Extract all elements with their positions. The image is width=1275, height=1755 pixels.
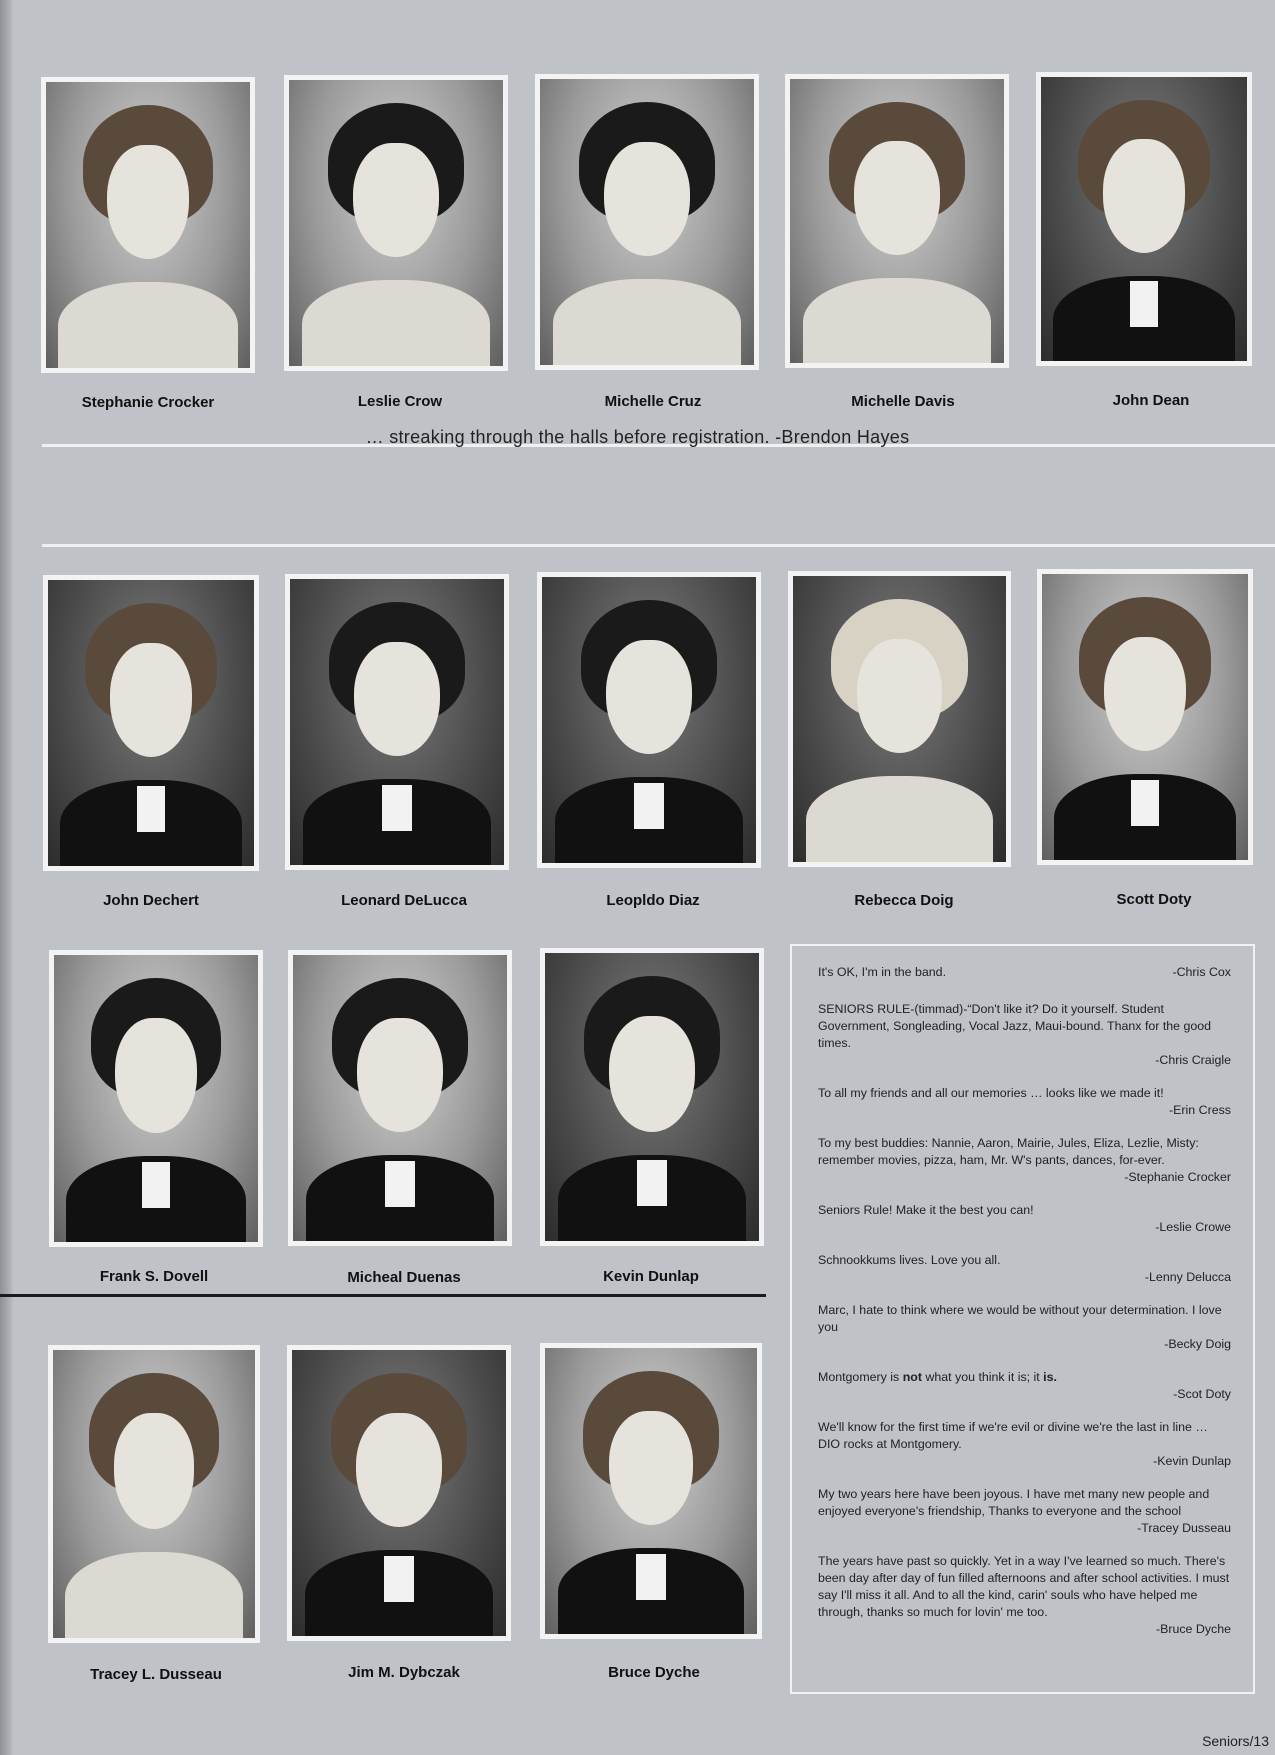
message-entry xyxy=(818,964,1231,981)
portrait-kevin-dunlap xyxy=(540,948,764,1246)
student-name: Jim M. Dybczak xyxy=(348,1664,460,1681)
message-entry xyxy=(818,1486,1231,1537)
divider-rule xyxy=(42,544,1275,547)
student-name: John Dechert xyxy=(103,892,199,909)
message-author: -Leslie Crowe xyxy=(1155,1220,1231,1234)
message-author: -Lenny Delucca xyxy=(1144,1270,1231,1284)
message-text: Marc, I hate to think where we would be without your determination. I love you xyxy=(818,1303,1222,1334)
portrait-jim-m-dybczak xyxy=(287,1345,511,1641)
message-author: -Chris Cox xyxy=(1172,965,1231,979)
message-text: Seniors Rule! Make it the best you can! xyxy=(818,1203,1034,1217)
student-name: Leopldo Diaz xyxy=(606,892,700,909)
student-name: Tracey L. Dusseau xyxy=(90,1666,222,1683)
senior-messages-box xyxy=(790,944,1255,1694)
featured-quote: … streaking through the halls before registration. -Brendon Hayes xyxy=(365,427,910,447)
message-entry xyxy=(818,1302,1231,1353)
portrait-stephanie-crocker xyxy=(41,77,255,373)
portrait-michelle-davis xyxy=(785,74,1009,368)
portrait-leslie-crow xyxy=(284,75,508,371)
message-text: SENIORS RULE-(timmad)-“Don't like it? Do it yourself. Student Government, Songleading, Vocal Jazz, Maui-bound. Thanx for the good times. xyxy=(818,1002,1212,1050)
message-author: -Becky Doig xyxy=(1164,1337,1231,1351)
message-text: We'll know for the first time if we're evil or divine we're the last in line … DIO rocks at Montgomery. xyxy=(818,1420,1208,1451)
portrait-john-dechert xyxy=(43,575,259,871)
message-entry xyxy=(818,1419,1231,1470)
message-entry xyxy=(818,1135,1231,1186)
book-gutter xyxy=(0,0,14,1755)
message-text: My two years here have been joyous. I have met many new people and enjoyed everyone's friendship, Thanks to everyone and the school xyxy=(818,1487,1210,1518)
student-name: Micheal Duenas xyxy=(347,1269,461,1286)
student-name: Scott Doty xyxy=(1116,891,1192,908)
portrait-leonard-delucca xyxy=(285,574,509,870)
message-author: -Chris Craigle xyxy=(1155,1053,1231,1067)
portrait-michelle-cruz xyxy=(535,74,759,370)
portrait-john-dean xyxy=(1036,72,1252,366)
portrait-scott-doty xyxy=(1037,569,1253,865)
portrait-frank-s-dovell xyxy=(49,950,263,1247)
portrait-leopldo-diaz xyxy=(537,572,761,868)
student-name: Michelle Davis xyxy=(851,393,955,410)
message-author: -Tracey Dusseau xyxy=(1137,1521,1231,1535)
student-name: Leslie Crow xyxy=(357,393,443,410)
message-entry xyxy=(818,1369,1231,1403)
student-name: Bruce Dyche xyxy=(608,1664,700,1681)
message-entry xyxy=(818,1085,1231,1119)
student-name: Stephanie Crocker xyxy=(81,394,215,411)
student-name: Leonard DeLucca xyxy=(341,892,467,909)
message-text: The years have past so quickly. Yet in a way I've learned so much. There's been day after day of fun filled afternoons and after school activities. I must say I'll miss it all. And to all the kind, carin' souls who have helped me through, thanks so much for lovin' me too. xyxy=(818,1554,1230,1619)
page-number: Seniors/13 xyxy=(1202,1733,1269,1749)
student-name: Michelle Cruz xyxy=(604,393,702,410)
message-entry xyxy=(818,1252,1231,1286)
message-text: Schnookkums lives. Love you all. xyxy=(818,1253,1001,1267)
message-text: Montgomery is not what you think it is; it is. xyxy=(818,1370,1057,1384)
message-text: It's OK, I'm in the band. xyxy=(818,965,947,979)
student-name: Rebecca Doig xyxy=(854,892,954,909)
message-text: To my best buddies: Nannie, Aaron, Mairie, Jules, Eliza, Lezlie, Misty: remember movies, pizza, ham, Mr. W's pants, dances, for-ever. xyxy=(818,1136,1199,1167)
portrait-micheal-duenas xyxy=(288,950,512,1246)
message-entry xyxy=(818,1553,1231,1638)
message-entry xyxy=(818,1202,1231,1236)
message-author: -Stephanie Crocker xyxy=(1124,1170,1231,1184)
student-name: Kevin Dunlap xyxy=(603,1268,699,1285)
message-author: -Scot Doty xyxy=(1173,1387,1231,1401)
portrait-bruce-dyche xyxy=(540,1343,762,1639)
student-name: John Dean xyxy=(1112,392,1190,409)
message-entry xyxy=(818,1001,1231,1069)
portrait-rebecca-doig xyxy=(788,571,1011,867)
portrait-tracey-l-dusseau xyxy=(48,1345,260,1643)
section-rule xyxy=(0,1294,766,1297)
message-author: -Kevin Dunlap xyxy=(1153,1454,1231,1468)
message-author: -Erin Cress xyxy=(1169,1103,1231,1117)
message-text: To all my friends and all our memories … looks like we made it! xyxy=(818,1086,1164,1100)
message-author: -Bruce Dyche xyxy=(1155,1622,1231,1636)
student-name: Frank S. Dovell xyxy=(99,1268,209,1285)
